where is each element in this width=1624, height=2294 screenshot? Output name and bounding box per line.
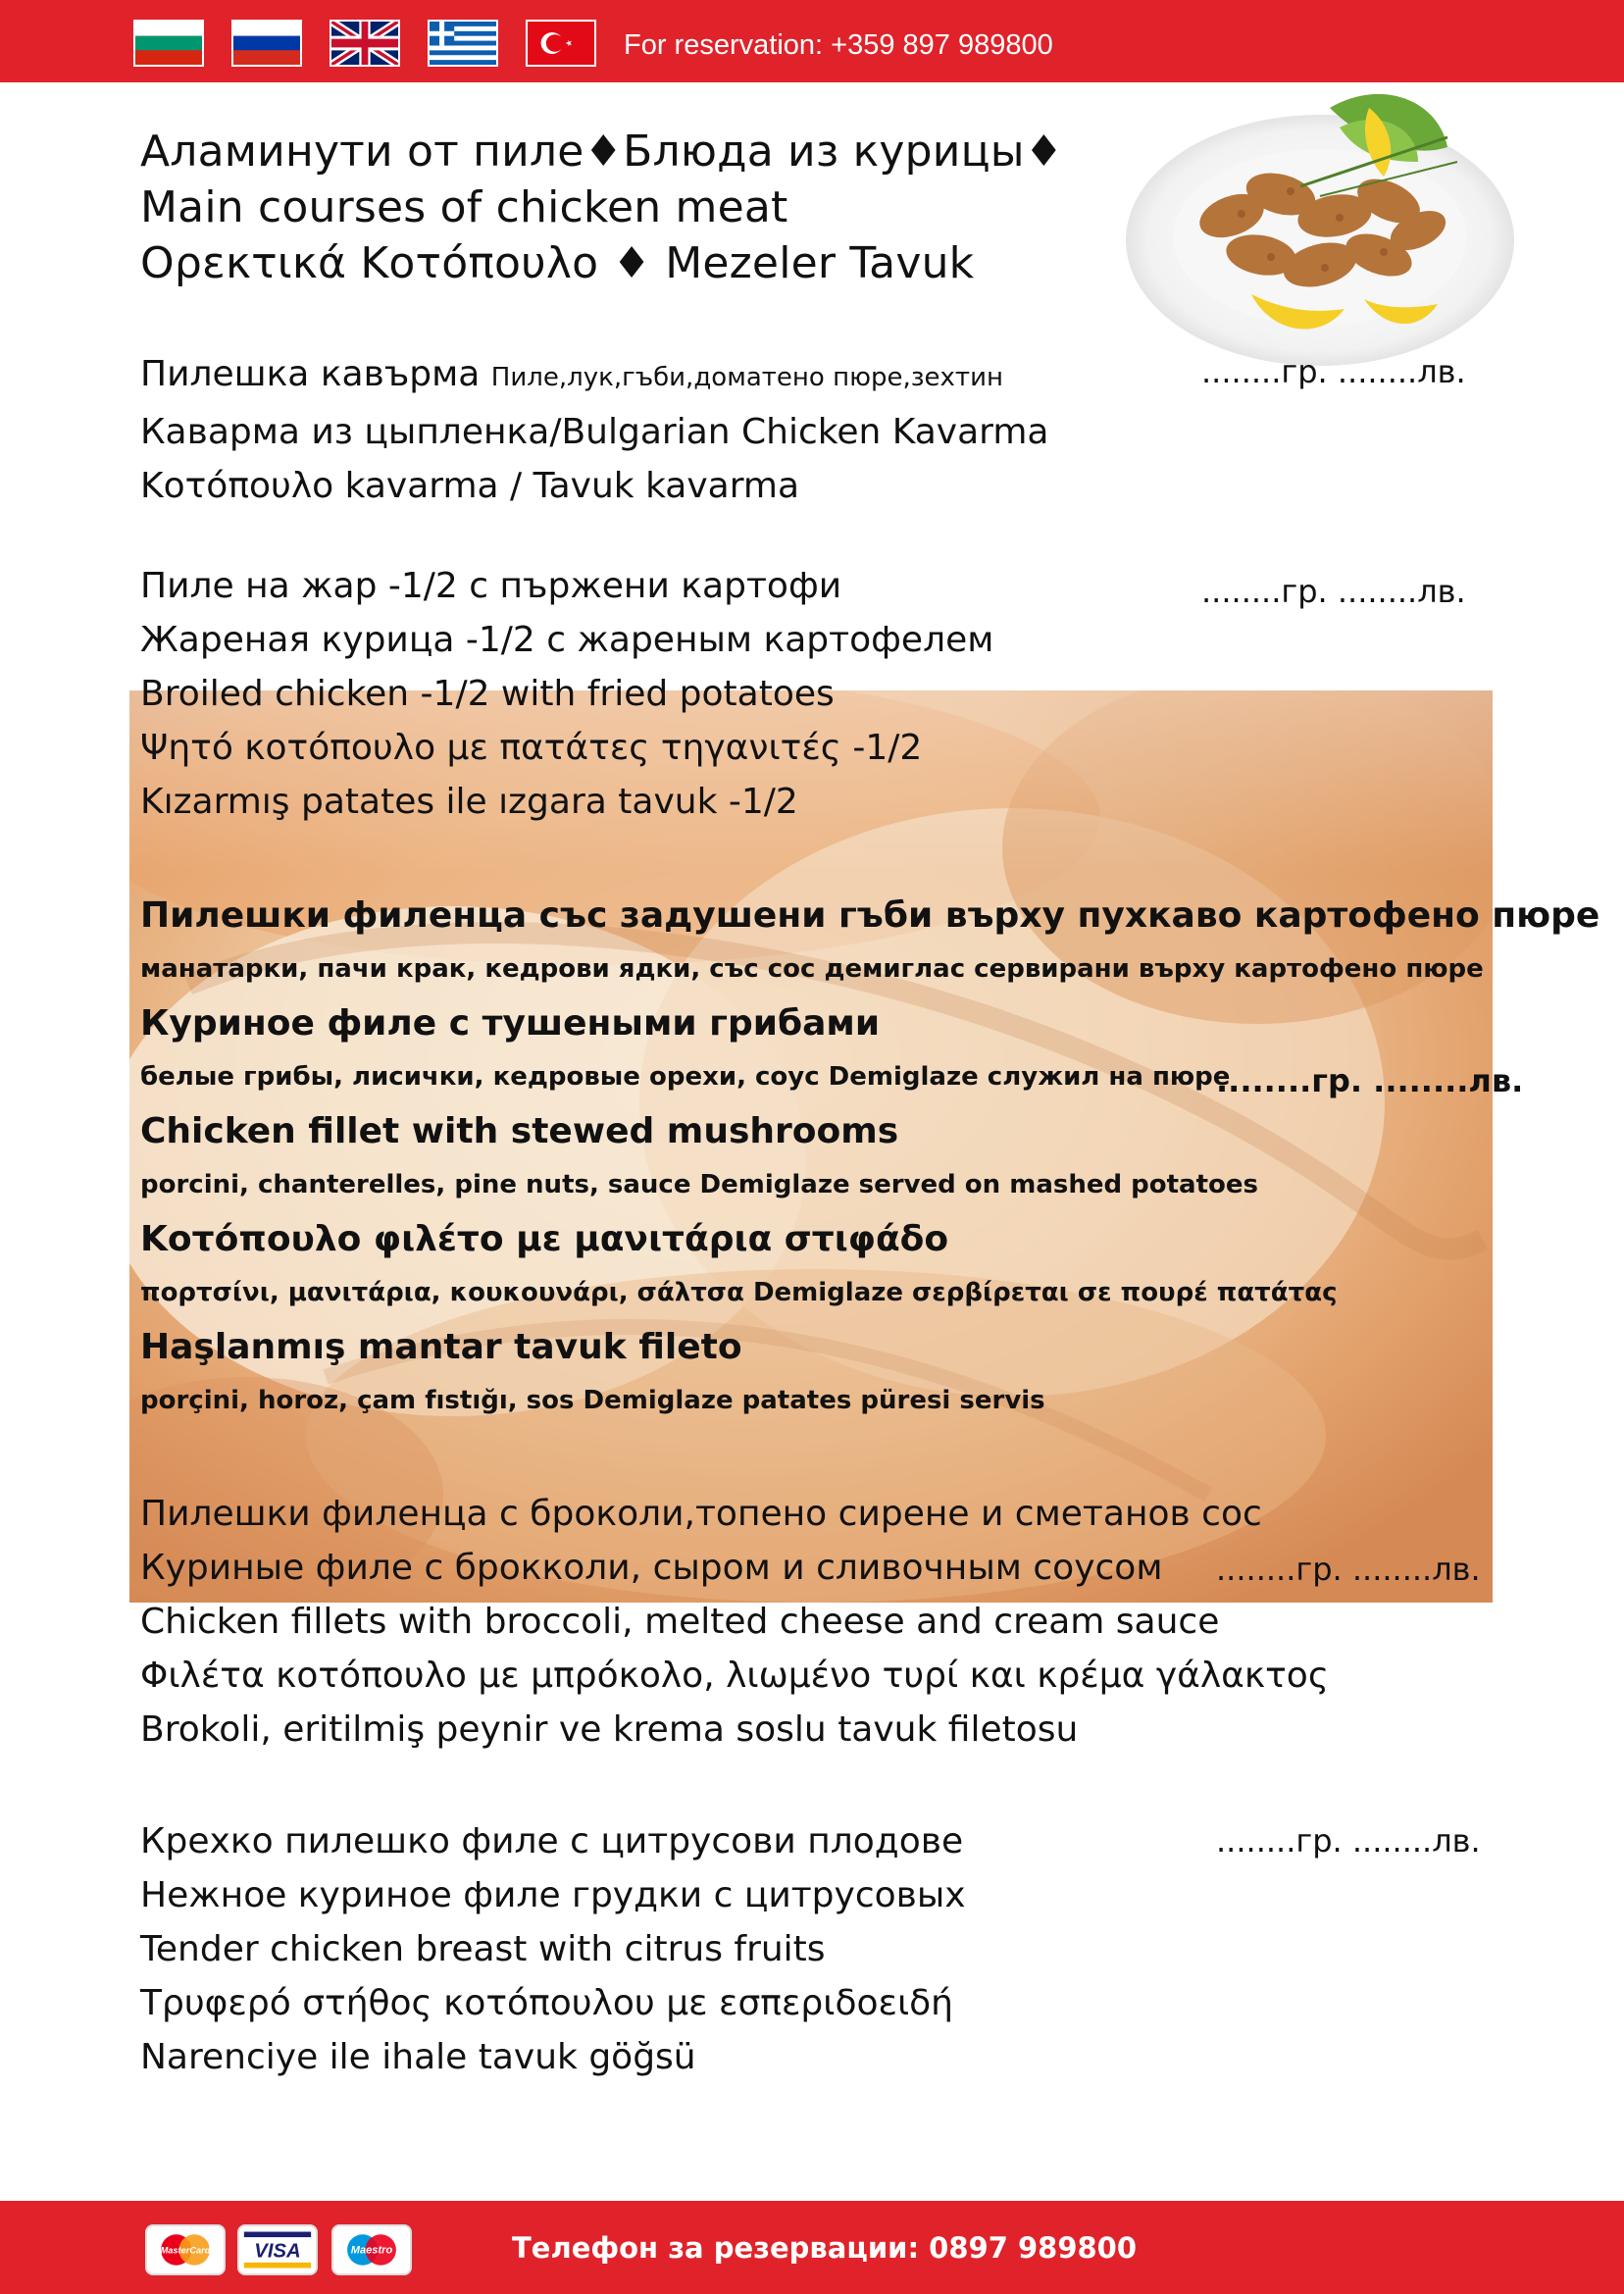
dish-name-tr: Haşlanmış mantar tavuk fileto <box>140 1327 742 1367</box>
dish-desc-en: porcini, chanterelles, pine nuts, sauce Demiglaze served on mashed potatoes <box>140 1170 1259 1199</box>
dish-name-en: Chicken fillets with broccoli, melted cheese and cream sauce <box>140 1602 1220 1642</box>
dish-chicken-broccoli <box>140 1487 1513 1757</box>
dish-ingredients: Пиле,лук,гъби,доматено пюре,зехтин <box>490 363 1003 392</box>
title-line-gr-tr: Ορεκτικά Κοτόπουλο ♦ Mezeler Tavuk <box>140 238 975 288</box>
dish-name-en: Chicken fillet with stewed mushrooms <box>140 1111 899 1151</box>
dish-name-gr: Φιλέτα κοτόπουλο με μπρόκολο, λιωμένο τυρί και κρέμα γάλακτος <box>140 1656 1329 1696</box>
russia-flag-icon[interactable] <box>231 20 302 67</box>
turkey-flag-icon[interactable] <box>526 20 596 67</box>
dish-name-ru: Куриное филе с тушеными грибами <box>140 1003 881 1044</box>
dish-name-gr: Κοτόπουλο φιλέτο με μανιτάρια στιφάδο <box>140 1219 949 1259</box>
maestro-logo <box>331 2224 412 2275</box>
greece-flag-icon[interactable] <box>428 20 498 67</box>
dish-name-bg: Пилешка кавърма <box>140 354 481 394</box>
title-line-bg-ru: Аламинути от пиле♦Блюда из курицы♦ <box>140 127 1064 177</box>
dish-name-tr: Brokoli, eritilmiş peynir ve krema soslu tavuk filetosu <box>140 1709 1079 1750</box>
dish-desc-gr: πορτσίνι, μανιτάρια, κουκουνάρι, σάλτσα Demiglaze σερβίρεται σε πουρέ πατάτας <box>140 1278 1338 1307</box>
dish-price: ........гр. ........лв. <box>1201 353 1466 390</box>
mastercard-logo <box>145 2224 226 2275</box>
dish-name-bg: Крехко пилешко филе с цитрусови плодове <box>140 1821 964 1861</box>
visa-logo <box>237 2224 318 2275</box>
dish-name-gr-tr: Κοτόπουλο kavarma / Tavuk kavarma <box>140 466 800 506</box>
dish-desc-tr: porçini, horoz, çam fıstığı, sos Demiglaze patates püresi servis <box>140 1386 1045 1415</box>
dish-price: ........гр. ........лв. <box>1216 1062 1524 1099</box>
bulgaria-flag-icon[interactable] <box>133 20 204 67</box>
dish-name-en: Broiled chicken -1/2 with fried potatoes <box>140 674 835 714</box>
dish-chicken-mushrooms <box>140 889 1600 1428</box>
dish-name-ru: Жареная курица -1/2 с жареным картофелем <box>140 620 994 660</box>
dish-name-tr: Kızarmış patates ile ızgara tavuk -1/2 <box>140 782 798 822</box>
dish-name-bg: Пиле на жар -1/2 с пържени картофи <box>140 566 842 606</box>
dish-name-ru-en: Каварма из цыпленка/Bulgarian Chicken Kavarma <box>140 412 1049 452</box>
dish-name-ru: Нежное куриное филе грудки с цитрусовых <box>140 1875 966 1915</box>
visa-text: VISA <box>254 2240 301 2263</box>
chicken-plate-photo <box>1124 69 1516 375</box>
dish-name-bg: Пилешки филенца със задушени гъби върху пухкаво картофено пюре <box>140 895 1600 936</box>
title-line-en: Main courses of chicken meat <box>140 182 788 232</box>
dish-price: ........гр. ........лв. <box>1216 1822 1481 1860</box>
dish-price: ........гр. ........лв. <box>1201 573 1466 610</box>
maestro-text: Maestro <box>350 2244 393 2257</box>
footer-phone: Телефон за резервации: 0897 989800 <box>512 2231 1138 2265</box>
dish-desc-ru: белые грибы, лисички, кедровые орехи, соус Demiglaze служил на пюре <box>140 1062 1231 1092</box>
uk-flag-icon[interactable] <box>330 20 400 67</box>
dish-name-bg: Пилешки филенца с броколи,топено сирене и сметанов сос <box>140 1494 1262 1534</box>
menu-title <box>140 124 1121 291</box>
dish-name-gr: Ψητό κοτόπουλο με πατάτες τηγανιτές -1/2 <box>140 728 923 768</box>
dish-name-ru: Куриные филе с брокколи, сыром и сливочным соусом <box>140 1548 1163 1588</box>
dish-desc-bg: манатарки, пачи крак, кедрови ядки, със сос демиглас сервирани върху картофено пюре <box>140 954 1484 984</box>
dish-name-en: Tender chicken breast with citrus fruits <box>140 1929 826 1969</box>
mastercard-text: MasterCard <box>160 2245 211 2256</box>
dish-name-gr: Τρυφερό στήθος κοτόπουλου με εσπεριδοειδή <box>140 1983 953 2023</box>
reservation-phone: For reservation: +359 897 989800 <box>624 29 1053 61</box>
dish-name-tr: Narenciye ile ihale tavuk göğsü <box>140 2037 696 2077</box>
dish-price: ........гр. ........лв. <box>1216 1551 1481 1588</box>
